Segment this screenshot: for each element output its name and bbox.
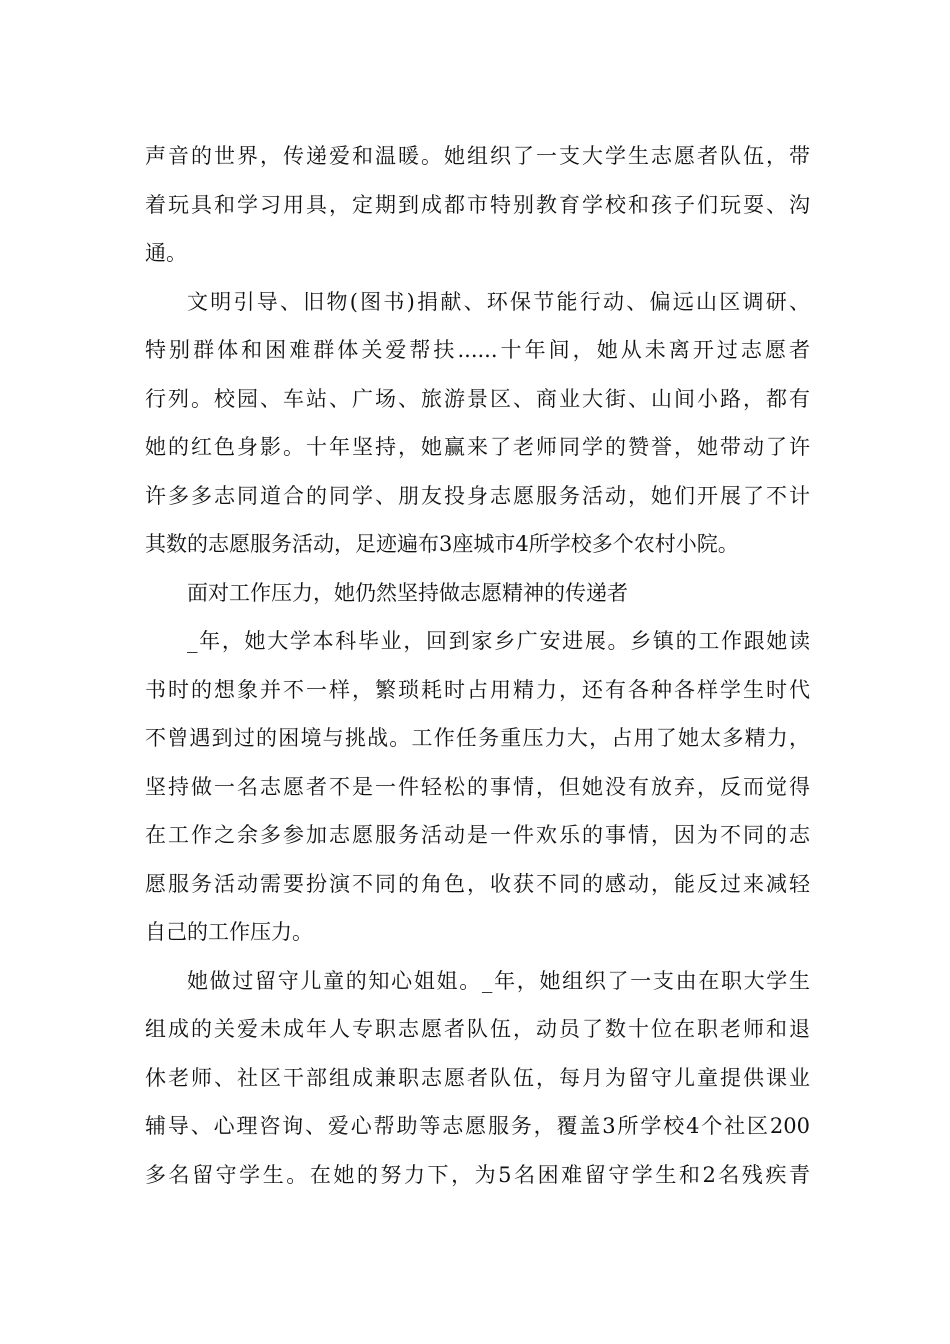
text-line: 通。 [145, 241, 187, 265]
text-line: 坚持做一名志愿者不是一件轻松的事情，但她没有放弃，反而觉得 [145, 774, 810, 799]
text-line: 其数的志愿服务活动，足迹遍布3座城市4所学校多个农村小院。 [145, 532, 739, 556]
text-line: 辅导、心理咨询、爱心帮助等志愿服务，覆盖3所学校4个社区200 [145, 1114, 810, 1138]
text-line: 多名留守学生。在她的努力下，为5名困难留守学生和2名残疾青 [145, 1162, 810, 1187]
text-line: 许多多志同道合的同学、朋友投身志愿服务活动，她们开展了不计 [145, 483, 810, 508]
text-line: 着玩具和学习用具，定期到成都市特别教育学校和孩子们玩耍、沟 [145, 192, 810, 217]
text-line: 书时的想象并不一样，繁琐耗时占用精力，还有各种各样学生时代 [145, 677, 810, 702]
text-line: 行列。校园、车站、广场、旅游景区、商业大街、山间小路，都有 [145, 386, 810, 411]
text-line: 不曾遇到过的困境与挑战。工作任务重压力大，占用了她太多精力， [145, 726, 810, 750]
text-line: 休老师、社区干部组成兼职志愿者队伍，每月为留守儿童提供课业 [145, 1065, 810, 1090]
text-line: 她做过留守儿童的知心姐姐。_年，她组织了一支由在职大学生 [187, 968, 810, 993]
text-line: _年，她大学本科毕业，回到家乡广安进展。乡镇的工作跟她读 [187, 629, 810, 653]
document-body [145, 132, 810, 1199]
text-line: 组成的关爱未成年人专职志愿者队伍，动员了数十位在职老师和退 [145, 1017, 810, 1041]
text-line: 愿服务活动需要扮演不同的角色，收获不同的感动，能反过来减轻 [145, 871, 810, 896]
text-line: 在工作之余多参加志愿服务活动是一件欢乐的事情，因为不同的志 [145, 823, 810, 847]
text-line: 声音的世界，传递爱和温暖。她组织了一支大学生志愿者队伍，带 [145, 144, 810, 168]
text-line: 特别群体和困难群体关爱帮扶......十年间，她从未离开过志愿者 [145, 338, 810, 362]
text-line: 文明引导、旧物(图书)捐献、环保节能行动、偏远山区调研、 [187, 289, 810, 314]
text-line: 自己的工作压力。 [145, 920, 313, 944]
section-heading: 面对工作压力，她仍然坚持做志愿精神的传递者 [187, 580, 628, 605]
text-line: 她的红色身影。十年坚持，她赢来了老师同学的赞誉，她带动了许 [145, 435, 810, 459]
